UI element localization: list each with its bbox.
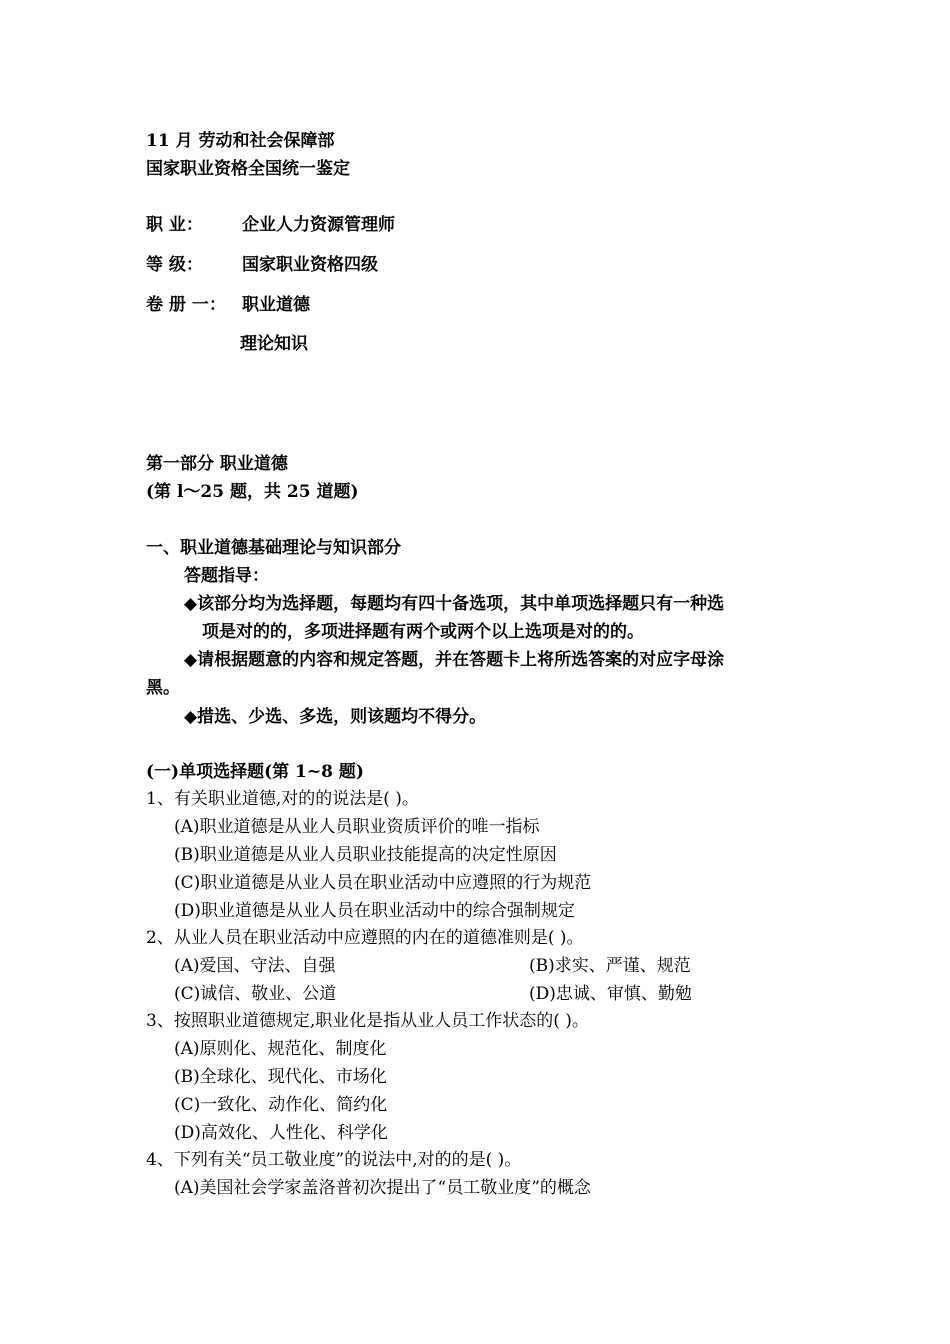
question-2-option-d: (D)忠诚、审慎、勤勉 (529, 984, 692, 1004)
question-3-option-b: (B)全球化、现代化、市场化 (174, 1067, 387, 1087)
part-range: (第 l～25 题，共 25 道题) (146, 482, 359, 502)
volume-value: 职业道德 (242, 295, 310, 315)
section-title: 一、职业道德基础理论与知识部分 (146, 538, 401, 558)
subsection-title: (一)单项选择题(第 1~8 题) (146, 762, 364, 782)
sub-title: 理论知识 (240, 334, 308, 354)
occupation-value: 企业人力资源管理师 (242, 215, 395, 235)
volume-key: 卷 册 一： (146, 295, 226, 315)
occupation-row (146, 210, 395, 235)
question-3-option-d: (D)高效化、人性化、科学化 (174, 1123, 388, 1143)
question-2-option-c: (C)诚信、敬业、公道 (174, 984, 337, 1004)
part-title: 第一部分 职业道德 (146, 454, 288, 474)
header-line-2: 国家职业资格全国统一鉴定 (146, 159, 350, 179)
question-3: 3、按照职业道德规定,职业化是指从业人员工作状态的( )。 (146, 1011, 589, 1031)
guide-label: 答题指导： (184, 566, 269, 586)
question-3-option-c: (C)一致化、动作化、简约化 (174, 1095, 388, 1115)
level-value: 国家职业资格四级 (242, 255, 378, 275)
guide-bullet-2b: 黑。 (146, 678, 180, 698)
question-1-option-b: (B)职业道德是从业人员职业技能提高的决定性原因 (174, 845, 557, 865)
volume-row (146, 290, 310, 315)
question-2-option-b: (B)求实、严谨、规范 (529, 956, 691, 976)
guide-bullet-1a: ◆该部分均为选择题，每题均有四十备选项，其中单项选择题只有一种选 (184, 594, 725, 614)
question-2-option-a: (A)爱国、守法、自强 (174, 956, 336, 976)
question-4: 4、下列有关“员工敬业度”的说法中,对的的是( )。 (146, 1150, 522, 1170)
occupation-key: 职 业： (146, 215, 203, 235)
question-1-option-d: (D)职业道德是从业人员在职业活动中的综合强制规定 (174, 901, 575, 921)
level-row (146, 250, 378, 275)
guide-bullet-2a: ◆请根据题意的内容和规定答题，并在答题卡上将所选答案的对应字母涂 (184, 650, 725, 670)
question-4-option-a: (A)美国社会学家盖洛普初次提出了“员工敬业度”的概念 (174, 1178, 591, 1198)
question-3-option-a: (A)原则化、规范化、制度化 (174, 1039, 387, 1059)
question-1-option-a: (A)职业道德是从业人员职业资质评价的唯一指标 (174, 817, 540, 837)
header-line-1: 11 月 劳动和社会保障部 (146, 131, 335, 151)
question-1-option-c: (C)职业道德是从业人员在职业活动中应遵照的行为规范 (174, 873, 592, 893)
guide-bullet-3: ◆措选、少选、多选，则该题均不得分。 (184, 707, 487, 727)
guide-bullet-1b: 项是对的的，多项进择题有两个或两个以上选项是对的的。 (202, 622, 644, 642)
question-2: 2、从业人员在职业活动中应遵照的内在的道德准则是( )。 (146, 928, 584, 948)
level-key: 等 级： (146, 255, 203, 275)
question-1: 1、有关职业道德,对的的说法是( )。 (146, 789, 419, 809)
